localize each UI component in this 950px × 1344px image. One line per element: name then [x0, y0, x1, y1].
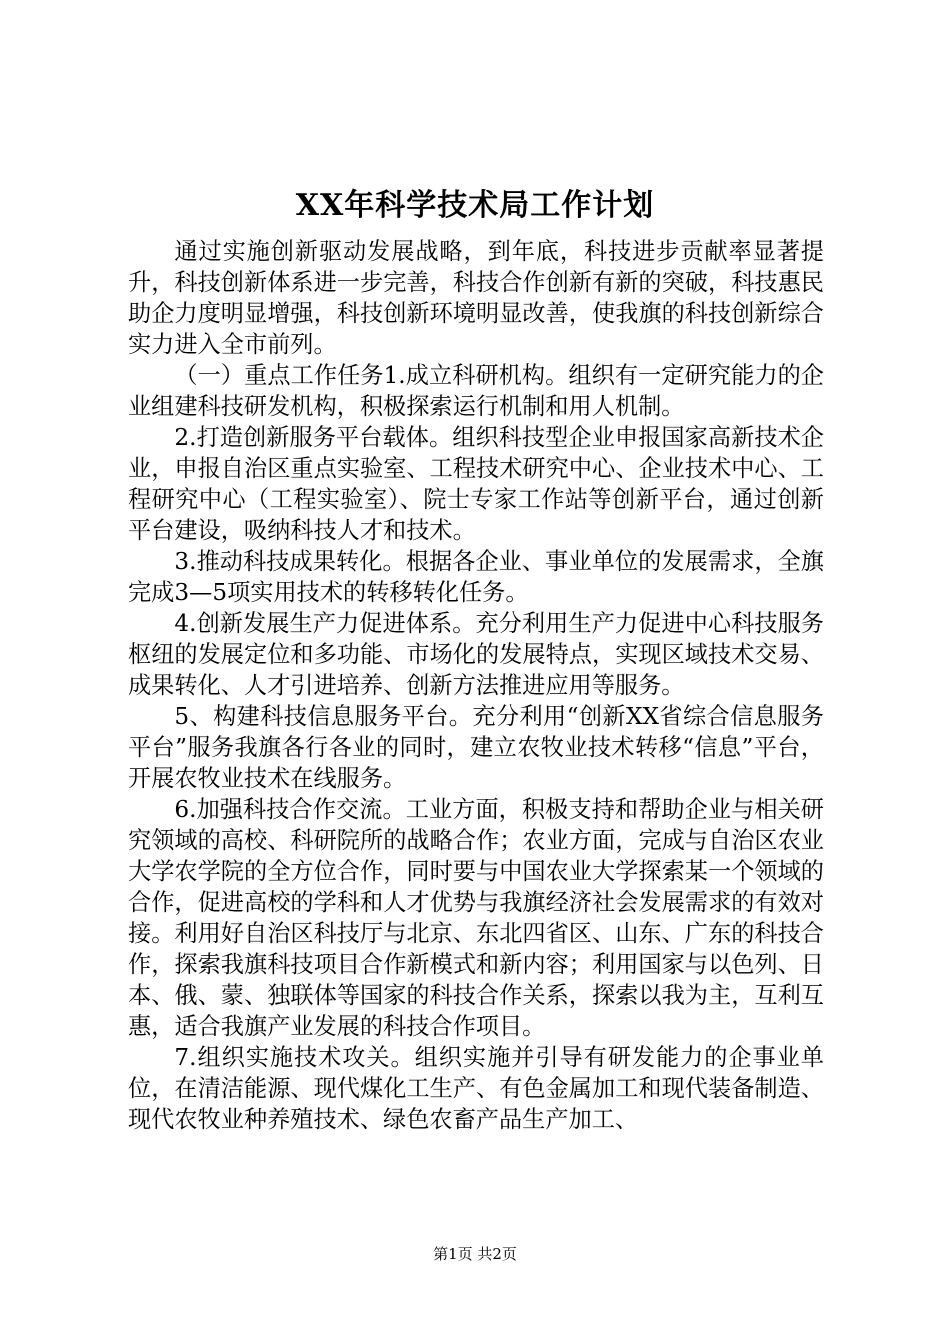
page-footer: 第1页 共2页	[433, 1245, 517, 1263]
paragraph-task-1: （一）重点工作任务1.成立科研机构。组织有一定研究能力的企业组建科技研发机构，积极探索运行机制和用人机制。	[128, 362, 824, 420]
paragraph-task-7: 7.组织实施技术攻关。组织实施并引导有研发能力的企事业单位，在清洁能源、现代煤化工生产、有色金属加工和现代装备制造、现代农牧业种养殖技术、绿色农畜产品生产加工、	[128, 1044, 824, 1133]
paragraph-intro: 通过实施创新驱动发展战略，到年底，科技进步贡献率显著提升，科技创新体系进一步完善，科技合作创新有新的突破，科技惠民助企力度明显增强，科技创新环境明显改善，使我旗的科技创新综合实力进入全市前列。	[128, 238, 824, 358]
paragraph-task-6: 6.加强科技合作交流。工业方面，积极支持和帮助企业与相关研究领域的高校、科研院所的战略合作；农业方面，完成与自治区农业大学农学院的全方位合作，同时要与中国农业大学探索某一个领域的合作，促进高校的学科和人才优势与我旗经济社会发展需求的有效对接。利用好自治区科技厅与北京、东北四省区、山东、广东的科技合作，探索我旗科技项目合作新模式和新内容；利用国家与以色列、日本、俄、蒙、独联体等国家的科技合作关系，探索以我为主，互利互惠，适合我旗产业发展的科技合作项目。	[128, 796, 824, 1040]
document-body	[128, 236, 824, 1135]
document-title: XX年科学技术局工作计划	[295, 188, 655, 223]
paragraph-task-4: 4.创新发展生产力促进体系。充分利用生产力促进中心科技服务枢纽的发展定位和多功能、市场化的发展特点，实现区域技术交易、成果转化、人才引进培养、创新方法推进应用等服务。	[128, 610, 824, 699]
paragraph-task-5: 5、构建科技信息服务平台。充分利用“创新XX省综合信息服务平台”服务我旗各行各业的同时，建立农牧业技术转移“信息”平台，开展农牧业技术在线服务。	[128, 703, 824, 792]
paragraph-task-3: 3.推动科技成果转化。根据各企业、事业单位的发展需求，全旗完成3—5项实用技术的转移转化任务。	[128, 548, 824, 606]
paragraph-task-2: 2.打造创新服务平台载体。组织科技型企业申报国家高新技术企业，申报自治区重点实验室、工程技术研究中心、企业技术中心、工程研究中心（工程实验室）、院士专家工作站等创新平台，通过创新平台建设，吸纳科技人才和技术。	[128, 424, 824, 544]
